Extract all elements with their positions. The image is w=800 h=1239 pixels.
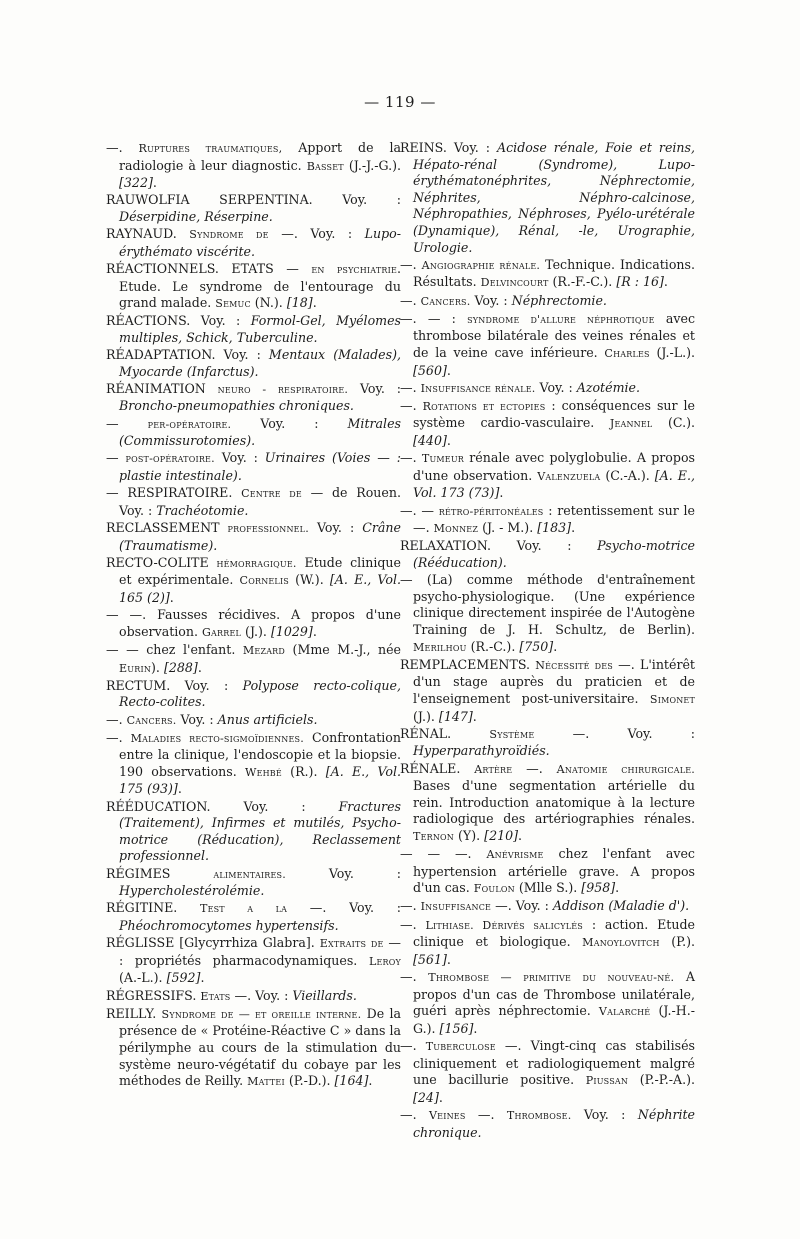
small-caps-text: Syndrome de — et oreille interne.	[161, 1007, 362, 1021]
cross-reference-text: Azotémie.	[576, 379, 641, 395]
cross-reference-text: Phéochromocytomes hypertensifs.	[119, 918, 339, 933]
cross-reference-text: Crâne (Traumatisme).	[119, 520, 401, 553]
entry-text: RÉACTIONNELS. ETATS —	[106, 260, 312, 276]
cross-reference-text: [R : 16]	[616, 274, 664, 290]
entry-text: avec thrombose bilatérale des veines rénales et de la veine cave inférieure.	[413, 310, 695, 360]
entry-text: (J. - M.).	[478, 520, 538, 536]
entry-text: .	[368, 1073, 373, 1089]
entry-text: RÉÉDUCATION. Voy. :	[106, 798, 339, 814]
small-caps-text: Eurin	[119, 661, 152, 675]
index-entry	[400, 761, 695, 846]
entry-text: : retentissement sur le —.	[413, 502, 695, 536]
entry-text: REILLY.	[106, 1005, 162, 1021]
index-entry	[400, 311, 695, 379]
small-caps-text: Rotations et ectopies	[422, 399, 546, 413]
entry-text: RAYNAUD.	[106, 226, 190, 242]
entry-text: (R.).	[281, 763, 326, 779]
index-entry	[106, 607, 401, 641]
index-entry	[400, 898, 695, 916]
small-caps-text: Thrombose.	[506, 1108, 572, 1122]
entry-text: ).	[151, 659, 164, 675]
small-caps-text: Delvincourt	[480, 276, 549, 290]
entry-text: chez l'enfant avec hypertension artérielle grave. A propos d'un cas.	[413, 846, 695, 896]
index-entry	[106, 642, 401, 677]
cross-reference-text: Urinaires (Voies — : plastie intestinale).	[119, 450, 401, 484]
index-entry	[106, 485, 401, 519]
small-caps-text: professionnel.	[227, 522, 309, 535]
entry-text: .	[169, 589, 174, 605]
entry-text: . Etude. Le syndrome de l'entourage du grand malade.	[119, 260, 402, 311]
entry-text: —	[106, 450, 126, 466]
small-caps-text: alimentaires.	[213, 867, 286, 881]
entry-text: .	[197, 659, 202, 675]
entry-text: Voy. :	[470, 292, 512, 308]
entry-text: —.	[106, 140, 139, 155]
entry-text: —. Vingt-cinq cas stabilisés cliniquement et radiologiquement malgré une bacillurie positive.	[413, 1037, 695, 1088]
entry-text: — — chez l'enfant.	[106, 641, 243, 657]
small-caps-text: Insuffisance rénale.	[420, 381, 536, 395]
index-entry	[106, 520, 401, 554]
cross-reference-text: Formol-Gel, Myélomes multiples, Schick, Tuberculine.	[119, 313, 402, 345]
entry-text: — — —.	[400, 846, 487, 862]
entry-text: RÉGLISSE [Glycyrrhiza Glabra].	[106, 935, 320, 951]
entry-text: —	[106, 415, 148, 431]
entry-text: (R.-C.).	[466, 638, 520, 654]
entry-text: REINS. Voy. :	[400, 140, 498, 155]
cross-reference-text: [A. E., Vol. 173 (73)]	[413, 467, 695, 501]
entry-text: Voy. :	[308, 520, 363, 535]
cross-reference-text: [24]	[413, 1089, 439, 1105]
index-entry	[400, 572, 695, 656]
small-caps-text: Artère	[474, 762, 513, 776]
entry-text: Voy. :	[214, 450, 265, 466]
cross-reference-text: Mitrales (Commissurotomies).	[119, 415, 401, 449]
small-caps-text: post-opératoire.	[125, 452, 215, 466]
small-caps-text: Angiographie rénale.	[421, 258, 541, 272]
entry-text: (C.).	[652, 415, 695, 431]
entry-text: —.	[400, 379, 421, 395]
index-entry	[400, 450, 695, 502]
small-caps-text: Wehbé	[244, 765, 282, 779]
entry-text: RÉGRESSIFS.	[106, 987, 201, 1003]
cross-reference-text: [1029]	[270, 623, 313, 639]
entry-text: Bases d'une segmentation artérielle du rein. Introduction anatomique à la lecture radiologique des artériographies rénales.	[413, 778, 695, 827]
index-entry	[400, 657, 695, 725]
entry-text: —. Voy. :	[287, 900, 401, 916]
entry-text: —.	[465, 1106, 507, 1122]
entry-text: .	[200, 970, 205, 986]
index-entry	[106, 712, 401, 730]
entry-text: Apport de la radiologie à leur diagnostic.	[119, 140, 402, 173]
index-entry	[106, 1006, 401, 1091]
cross-reference-text: Déserpidine, Réserpine.	[119, 208, 273, 224]
small-caps-text: Monnez	[433, 522, 479, 536]
entry-text: —.	[106, 729, 131, 745]
entry-text: .	[152, 175, 157, 191]
entry-text: De la présence de « Protéine-Réactive C » dans la périlymphe au cours de la stimulation du système neuro-végétatif du cobaye par les méthodes de Reilly.	[119, 1005, 401, 1089]
index-entry	[106, 261, 401, 313]
small-caps-text: Foulon	[473, 882, 515, 896]
entry-text: (J.).	[241, 623, 271, 639]
entry-text: .	[312, 295, 317, 311]
entry-text: .	[312, 623, 317, 639]
small-caps-text: Ruptures traumatiques,	[138, 142, 283, 155]
small-caps-text: Veines	[428, 1108, 466, 1122]
cross-reference-text: [288]	[163, 659, 198, 675]
entry-text: .	[472, 708, 477, 724]
index-entry	[106, 192, 401, 225]
entry-text: Technique. Indications. Résultats.	[413, 256, 695, 290]
small-caps-text: Valenzuela	[537, 469, 601, 483]
entry-text: .	[518, 827, 523, 843]
small-caps-text: Insuffisance	[420, 900, 492, 914]
index-entry	[106, 678, 401, 711]
small-caps-text: Semuc	[215, 297, 251, 311]
entry-text: RÉGIMES	[106, 865, 214, 881]
entry-text: —.	[106, 711, 127, 727]
entry-text: .	[446, 362, 451, 378]
entry-text: .	[571, 520, 576, 536]
entry-text: — —. Fausses récidives. A propos d'une observation.	[106, 607, 401, 639]
entry-text: Voy. :	[348, 380, 401, 396]
small-caps-text: neuro - respiratoire.	[217, 382, 349, 396]
small-caps-text: Manoylovitch	[582, 936, 660, 950]
index-entry	[106, 900, 401, 934]
entry-text: .	[615, 880, 620, 896]
cross-reference-text: Lupo-érythémato viscérite.	[119, 226, 401, 259]
entry-text: REMPLACEMENTS.	[400, 656, 536, 672]
entry-text: RECLASSEMENT	[106, 520, 228, 535]
cross-reference-text: [210]	[484, 827, 519, 843]
entry-text: A propos d'un cas de Thrombose unilatérale, guéri après néphrectomie.	[413, 969, 695, 1019]
entry-text: (P.-P.-A.).	[628, 1072, 696, 1088]
entry-text: —.	[400, 969, 429, 984]
index-entry	[400, 846, 695, 898]
index-entry	[400, 140, 695, 256]
entry-text: (J.-H.-G.).	[413, 1003, 695, 1036]
cross-reference-text: [A. E., Vol. 165 (2)]	[119, 572, 401, 605]
index-entry	[106, 450, 401, 484]
cross-reference-text: Fractures (Traitement), Infirmes et mutilés, Psycho-motrice (Réducation), Reclassement professionnel.	[119, 798, 401, 864]
cross-reference-text: [561]	[413, 951, 447, 967]
cross-reference-text: [440]	[413, 433, 447, 449]
small-caps-text: Test a la	[200, 902, 288, 916]
cross-reference-text: [164]	[334, 1073, 369, 1089]
entry-text: RÉGITINE.	[106, 900, 200, 916]
cross-reference-text: Addison (Maladie d').	[552, 898, 690, 914]
small-caps-text: syndrome d'allure néphrotique	[467, 312, 655, 326]
entry-text: Voy. :	[176, 711, 218, 727]
small-caps-text: Ternon	[413, 829, 455, 843]
small-caps-text: per-opératoire.	[147, 417, 232, 431]
entry-text: RÉACTIONS. Voy. :	[106, 313, 251, 329]
entry-text: —.	[400, 1037, 426, 1053]
entry-text: RÉNALE.	[400, 760, 475, 776]
index-entry	[400, 398, 695, 450]
entry-text: — de Rouen. Voy. :	[119, 485, 401, 518]
index-entry	[400, 380, 695, 398]
entry-text: (J.-L.).	[649, 344, 695, 360]
entry-text: —. L'intérêt d'un stage auprès du praticien et de l'enseignement post-universitaire.	[413, 656, 695, 706]
cross-reference-text: [958]	[581, 880, 616, 896]
index-entry	[400, 257, 695, 292]
index-entry	[106, 935, 401, 987]
index-entry	[106, 381, 401, 415]
small-caps-text: Charles	[604, 346, 650, 360]
index-entry	[400, 726, 695, 760]
small-caps-text: Syndrome de	[189, 228, 269, 242]
cross-reference-text: [592]	[166, 970, 201, 986]
index-column-left	[106, 140, 401, 1091]
entry-text: —. Voy. :	[268, 226, 365, 242]
index-entry	[400, 538, 695, 571]
entry-text: .	[499, 485, 504, 501]
index-entry	[106, 988, 401, 1006]
cross-reference-text: Acidose rénale, Foie et reins, Hépato-rénal (Syndrome), Lupo-érythématonéphrites, Néphrectomie, Néphrites, Néphro-calcinose, Néphropathies, Néphroses, Pyélo-urétérale (Dynamique), Rénal, -le, Urographie, Urologie.	[413, 140, 695, 255]
small-caps-text: Jeannel	[609, 417, 653, 431]
entry-text: RÉADAPTATION. Voy. :	[106, 347, 269, 363]
entry-text: (W.).	[288, 572, 330, 588]
index-entry	[400, 917, 695, 969]
entry-text: — (La) comme méthode d'entraînement psycho-physiologique. (Une expérience clinique directement inspirée de l'Autogène Training de J. H. Schultz, de Berlin).	[400, 572, 695, 637]
entry-text: — : propriétés pharmacodynamiques.	[119, 935, 401, 968]
entry-text: —.	[400, 916, 426, 932]
small-caps-text: Merilhou	[413, 640, 467, 654]
entry-text: RECTUM. Voy. :	[106, 677, 243, 693]
entry-text: —. — :	[400, 310, 468, 326]
small-caps-text: Cancers.	[126, 713, 177, 727]
entry-text: : conséquences sur le système cardio-vasculaire.	[413, 397, 696, 431]
small-caps-text: Mattei	[247, 1075, 285, 1089]
index-entry	[106, 866, 401, 900]
small-caps-text: Extraits de	[319, 937, 384, 951]
small-caps-text: hémorragique.	[216, 556, 297, 570]
entry-text: (A.-L.).	[119, 970, 167, 986]
small-caps-text: Valarché	[598, 1005, 651, 1019]
entry-text: RELAXATION. Voy. :	[400, 538, 598, 554]
index-entry	[400, 503, 695, 538]
entry-text: RECTO-COLITE	[106, 554, 217, 570]
entry-text: .	[446, 951, 451, 967]
small-caps-text: Leroy	[368, 954, 401, 968]
entry-text: (R.-F.-C.).	[548, 274, 617, 290]
entry-text: (P.).	[659, 934, 695, 950]
cross-reference-text: Polypose recto-colique, Recto-colites.	[119, 677, 401, 710]
entry-text: Confrontation entre la clinique, l'endoscopie et la biopsie. 190 observations.	[119, 729, 402, 779]
cross-reference-text: Hyperparathyroïdiés.	[413, 743, 550, 759]
cross-reference-text: [183]	[537, 520, 572, 536]
entry-text: (C.-A.).	[600, 467, 655, 483]
small-caps-text: Cancers.	[420, 294, 471, 308]
small-caps-text: Lithiase. Dérivés salicylés	[425, 918, 583, 932]
cross-reference-text: Mentaux (Malades), Myocarde (Infarctus).	[119, 347, 401, 379]
small-caps-text: Tumeur	[421, 452, 464, 466]
small-caps-text: Etats	[200, 989, 231, 1003]
small-caps-text: Thrombose — primitive du nouveau-né.	[428, 971, 675, 984]
entry-text: —.	[400, 256, 422, 272]
cross-reference-text: Trachéotomie.	[156, 502, 249, 518]
cross-reference-text: [322]	[119, 175, 153, 191]
small-caps-text: Mezard	[242, 643, 286, 657]
entry-text: Voy. :	[285, 865, 402, 881]
cross-reference-text: Psycho-motrice (Rééducation).	[413, 538, 695, 570]
entry-text: .	[663, 274, 668, 290]
small-caps-text: en psychiatrie	[311, 262, 397, 276]
entry-text: : action. Etude clinique et biologique.	[413, 916, 695, 950]
page-number: — 119 —	[364, 93, 436, 111]
index-entry	[400, 1038, 695, 1106]
index-entry	[106, 140, 401, 192]
entry-text: .	[553, 638, 558, 654]
entry-text: RÉNAL.	[400, 725, 490, 741]
cross-reference-text: [147]	[438, 708, 473, 724]
entry-text: —.	[400, 397, 423, 413]
small-caps-text: rétro-péritonéales	[438, 504, 544, 518]
entry-text: (P.-D.).	[284, 1073, 335, 1089]
small-caps-text: Centre de	[241, 487, 302, 501]
index-entry	[400, 969, 695, 1037]
index-entry	[400, 293, 695, 311]
entry-text: .	[438, 1089, 443, 1105]
small-caps-text: Cornelis	[239, 574, 289, 588]
entry-text: (J.-J.-G.).	[343, 157, 401, 173]
small-caps-text: Garrel	[202, 625, 242, 639]
index-entry	[400, 1107, 695, 1141]
cross-reference-text: [560]	[413, 362, 447, 378]
small-caps-text: Système	[489, 727, 535, 741]
entry-text: — RESPIRATOIRE.	[106, 485, 242, 501]
entry-text: (Y).	[454, 827, 485, 843]
small-caps-text: Anévrisme	[486, 848, 544, 862]
entry-text: —.	[512, 760, 557, 776]
index-entry	[106, 730, 401, 798]
entry-text: —.	[400, 1106, 429, 1122]
entry-text: —. Voy. :	[534, 725, 695, 741]
cross-reference-text: Hypercholestérolémie.	[119, 883, 265, 899]
small-caps-text: Maladies recto-sigmoïdiennes.	[130, 731, 304, 745]
small-caps-text: Simonet	[649, 692, 695, 706]
entry-text: —.	[400, 898, 421, 914]
entry-text: Voy. :	[535, 379, 577, 395]
entry-text: —.	[400, 450, 422, 466]
entry-text: (Mlle S.).	[514, 880, 582, 896]
cross-reference-text: Néphrite chronique.	[413, 1106, 696, 1140]
entry-text: Etude clinique et expérimentale.	[119, 554, 401, 588]
cross-reference-text: [156]	[439, 1020, 474, 1036]
entry-text: —. —	[400, 502, 439, 518]
entry-text: .	[177, 781, 182, 797]
index-entry	[106, 347, 401, 380]
entry-text: (J.).	[413, 708, 439, 724]
cross-reference-text: [A. E., Vol. 175 (93)]	[119, 763, 401, 797]
index-entry	[106, 555, 401, 607]
entry-text: Voy. :	[571, 1106, 638, 1122]
small-caps-text: Nécessité des	[535, 658, 613, 672]
cross-reference-text: Vieillards.	[292, 987, 357, 1003]
entry-text: rénale avec polyglobulie. A propos d'une observation.	[413, 450, 695, 483]
entry-text: .	[473, 1020, 478, 1036]
small-caps-text: Anatomie chirurgicale.	[556, 762, 695, 776]
entry-text: —.	[400, 292, 421, 308]
cross-reference-text: Broncho-pneumopathies chroniques.	[119, 398, 354, 414]
entry-text: —. Voy. :	[230, 987, 293, 1003]
index-entry	[106, 226, 401, 260]
index-entry	[106, 313, 401, 346]
entry-text: .	[446, 433, 451, 449]
small-caps-text: Piussan	[585, 1074, 629, 1088]
index-entry	[106, 416, 401, 450]
entry-text: (N.).	[250, 295, 287, 311]
entry-text: —. Voy. :	[491, 898, 553, 914]
cross-reference-text: [750]	[519, 638, 554, 654]
small-caps-text: Basset	[306, 159, 344, 173]
entry-text: Voy. :	[231, 415, 348, 431]
index-entry	[106, 799, 401, 865]
entry-text: RAUWOLFIA SERPENTINA. Voy. :	[106, 192, 401, 208]
entry-text: RÉANIMATION	[106, 380, 218, 396]
small-caps-text: Tuberculose	[425, 1039, 496, 1053]
cross-reference-text: Néphrectomie.	[511, 292, 607, 308]
index-column-right	[400, 140, 695, 1142]
cross-reference-text: Anus artificiels.	[217, 711, 318, 727]
cross-reference-text: [18]	[286, 295, 313, 311]
entry-text: (Mme M.-J., née	[285, 641, 401, 657]
